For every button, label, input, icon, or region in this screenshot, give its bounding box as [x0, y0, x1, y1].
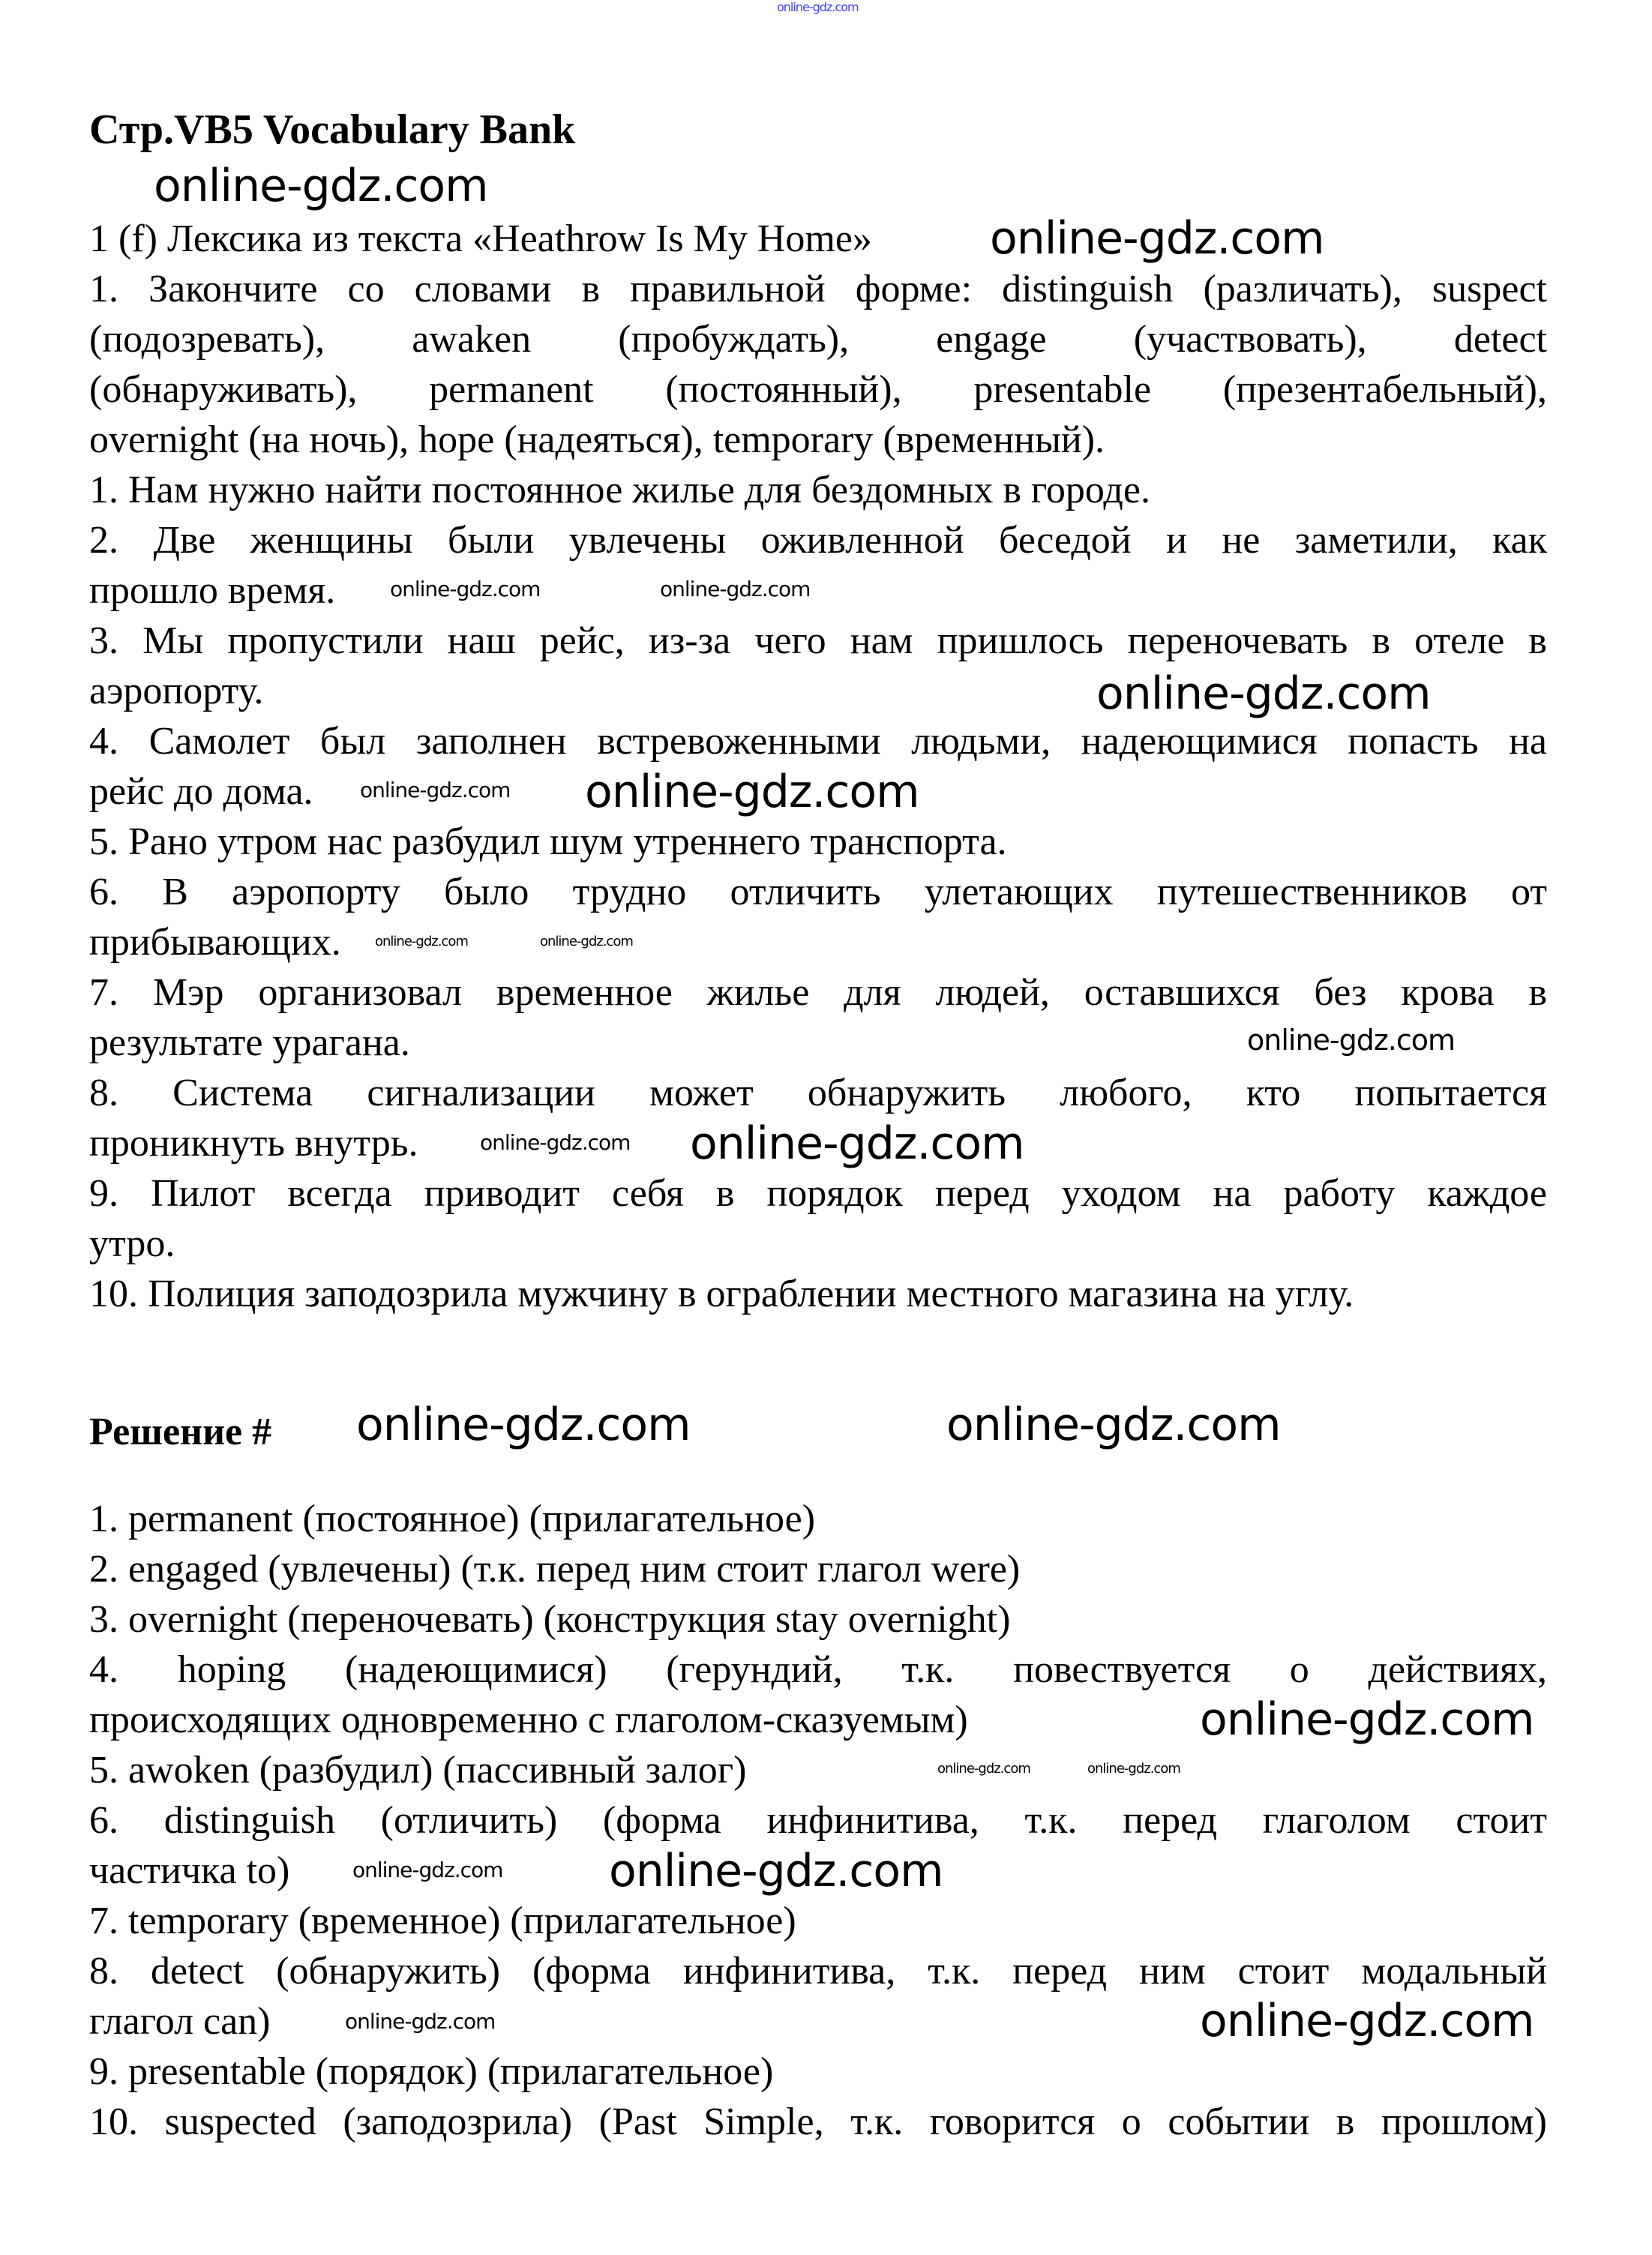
answer-item: 9. presentable (порядок) (прилагательное) — [89, 2050, 774, 2093]
exercise-item: утро. — [89, 1222, 175, 1265]
watermark: online-gdz.com — [375, 934, 468, 949]
watermark: online-gdz.com — [360, 778, 511, 802]
answer-item: 2. engaged (увлечены) (т.к. перед ним стоит глагол were) — [89, 1548, 1021, 1591]
watermark: online-gdz.com — [345, 2009, 496, 2034]
watermark: online-gdz.com — [937, 1761, 1030, 1777]
instruction-line: (подозревать), awaken (пробуждать), engage (участвовать), detect — [89, 318, 1547, 361]
instruction-line: (обнаруживать), permanent (постоянный), presentable (презентабельный), — [89, 368, 1547, 411]
watermark: online-gdz.com — [660, 577, 811, 601]
watermark: online-gdz.com — [585, 766, 919, 818]
watermark: online-gdz.com — [946, 1399, 1281, 1451]
watermark: online-gdz.com — [540, 934, 633, 949]
watermark: online-gdz.com — [1087, 1761, 1180, 1777]
watermark: online-gdz.com — [1096, 667, 1431, 720]
watermark: online-gdz.com — [777, 0, 859, 14]
exercise-item: рейс до дома. — [89, 770, 313, 813]
answer-item: 10. suspected (заподозрила) (Past Simple, т.к. говорится о событии в прошлом) — [89, 2101, 1547, 2143]
watermark: online-gdz.com — [480, 1130, 631, 1155]
exercise-item: 5. Рано утром нас разбудил шум утреннего транспорта. — [89, 820, 1007, 863]
exercise-item: 4. Самолет был заполнен встревоженными людьми, надеющимися попасть на — [89, 720, 1547, 763]
watermark: online-gdz.com — [356, 1399, 691, 1451]
answer-item: 7. temporary (временное) (прилагательное) — [89, 1900, 796, 1942]
answer-item: 1. permanent (постоянное) (прилагательное) — [89, 1498, 816, 1540]
watermark: online-gdz.com — [1200, 1995, 1534, 2047]
exercise-item: 9. Пилот всегда приводит себя в порядок перед уходом на работу каждое — [89, 1172, 1547, 1215]
instruction-line: 1. Закончите со словами в правильной форме: distinguish (различать), suspect — [89, 268, 1547, 310]
watermark: online-gdz.com — [990, 212, 1324, 265]
exercise-item: 6. В аэропорту было трудно отличить улетающих путешественников от — [89, 871, 1547, 913]
exercise-item: 10. Полиция заподозрила мужчину в ограблении местного магазина на углу. — [89, 1273, 1354, 1315]
solution-text — [89, 1494, 1547, 2147]
watermark: online-gdz.com — [390, 577, 541, 601]
exercise-item: 3. Мы пропустили наш рейс, из-за чего нам пришлось переночевать в отеле в — [89, 619, 1547, 662]
exercise-item: прошло время. — [89, 569, 336, 612]
exercise-item: прибывающих. — [89, 921, 341, 964]
watermark: online-gdz.com — [1200, 1693, 1534, 1746]
page-title: Стр.VB5 Vocabulary Bank — [89, 106, 576, 153]
watermark: online-gdz.com — [690, 1117, 1024, 1170]
exercise-heading: 1 (f) Лексика из текста «Heathrow Is My Home» — [89, 217, 872, 260]
answer-item: 3. overnight (переночевать) (конструкция stay overnight) — [89, 1598, 1011, 1641]
exercise-item: аэропорту. — [89, 670, 264, 712]
exercise-item: результате урагана. — [89, 1021, 410, 1064]
exercise-item: 1. Нам нужно найти постоянное жилье для бездомных в городе. — [89, 469, 1150, 511]
exercise-item: 8. Система сигнализации может обнаружить любого, кто попытается — [89, 1072, 1547, 1114]
answer-item: 6. distinguish (отличить) (форма инфинитива, т.к. перед глаголом стоит — [89, 1799, 1547, 1842]
answer-item: 5. awoken (разбудил) (пассивный залог) — [89, 1749, 747, 1792]
answer-item: частичка to) — [89, 1849, 290, 1892]
watermark: online-gdz.com — [154, 160, 488, 212]
watermark: online-gdz.com — [1247, 1024, 1456, 1057]
answer-item: 4. hoping (надеющимися) (герундий, т.к. повествуется о действиях, — [89, 1648, 1547, 1691]
exercise-item: 2. Две женщины были увлечены оживленной беседой и не заметили, как — [89, 519, 1547, 562]
watermark: online-gdz.com — [352, 1858, 503, 1882]
solution-heading: Решение # — [89, 1411, 272, 1453]
answer-item: 8. detect (обнаружить) (форма инфинитива, т.к. перед ним стоит модальный — [89, 1950, 1547, 1993]
watermark: online-gdz.com — [609, 1845, 943, 1897]
answer-item: происходящих одновременно с глаголом-сказуемым) — [89, 1699, 968, 1741]
exercise-item: 7. Мэр организовал временное жилье для людей, оставшихся без крова в — [89, 971, 1547, 1014]
instruction-line: overnight (на ночь), hope (надеяться), temporary (временный). — [89, 418, 1105, 461]
exercise-item: проникнуть внутрь. — [89, 1122, 418, 1165]
answer-item: глагол can) — [89, 2000, 271, 2043]
